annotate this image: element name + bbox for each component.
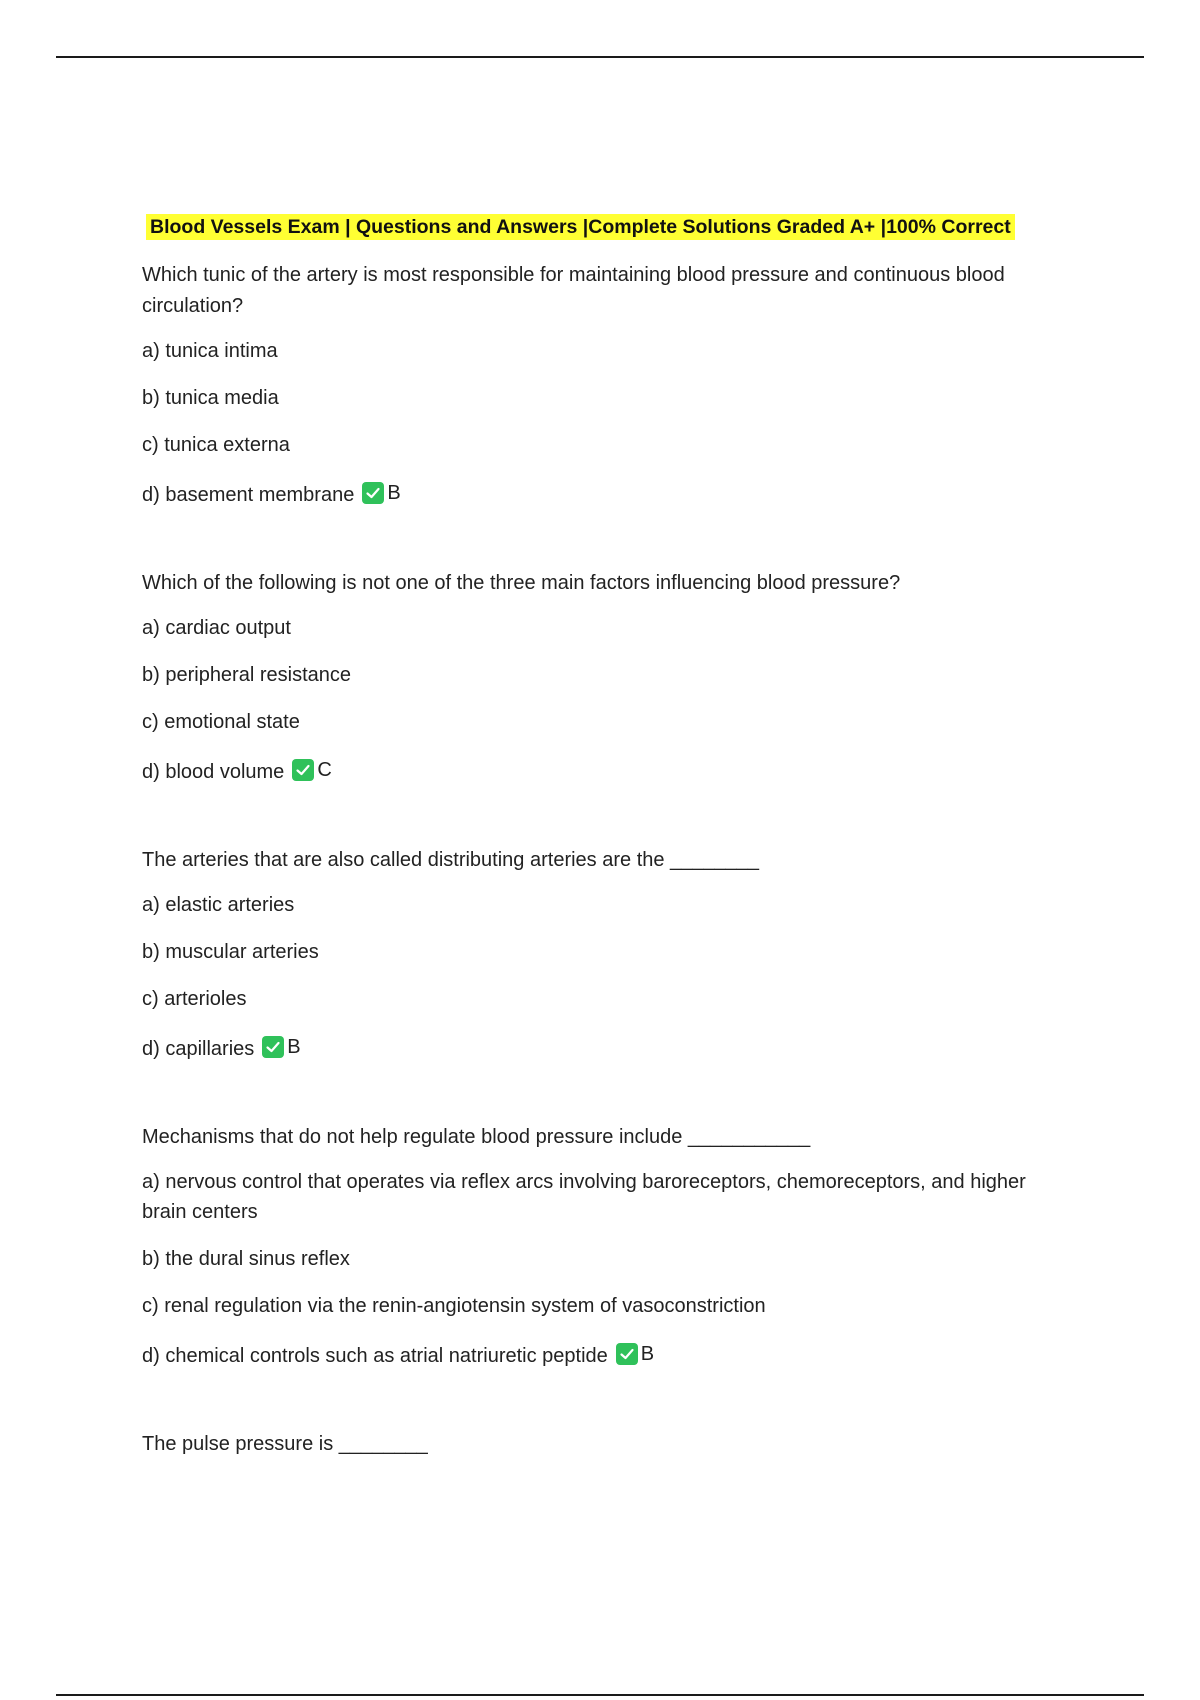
option-b: b) muscular arteries (142, 941, 319, 963)
option-c: c) arterioles (142, 988, 247, 1010)
option-a: a) elastic arteries (142, 894, 295, 916)
answer-letter: B (287, 1036, 301, 1058)
answer-letter: B (387, 482, 401, 504)
question-stem: Which of the following is not one of the three main factors influencing blood pressure? (142, 572, 901, 594)
bottom-rule (56, 1694, 1144, 1696)
option-d: d) chemical controls such as atrial natriuretic peptide (142, 1345, 608, 1367)
question-5 (142, 1429, 1062, 1460)
option-d: d) capillaries (142, 1038, 255, 1060)
question-1 (142, 260, 1062, 510)
question-3 (142, 845, 1062, 1064)
answer-key (362, 482, 400, 504)
option-a: a) nervous control that operates via reflex arcs involving baroreceptors, chemoreceptors, and higher brain centers (142, 1171, 1026, 1223)
answer-key (616, 1343, 654, 1365)
option-b: b) tunica media (142, 387, 279, 409)
option-d-with-answer (142, 480, 1062, 510)
question-2 (142, 568, 1062, 787)
document-body (142, 214, 1062, 1474)
question-stem: Mechanisms that do not help regulate blood pressure include ___________ (142, 1126, 811, 1148)
check-icon (362, 482, 384, 504)
check-icon (262, 1036, 284, 1058)
option-b: b) the dural sinus reflex (142, 1248, 350, 1270)
check-icon (292, 759, 314, 781)
question-stem: Which tunic of the artery is most responsible for maintaining blood pressure and continuous blood circulation? (142, 264, 1005, 317)
option-d-with-answer (142, 1034, 1062, 1064)
option-c: c) emotional state (142, 711, 300, 733)
option-a: a) cardiac output (142, 617, 291, 639)
option-d: d) blood volume (142, 761, 285, 783)
answer-letter: C (317, 759, 332, 781)
option-c: c) tunica externa (142, 434, 290, 456)
check-icon (616, 1343, 638, 1365)
answer-key (262, 1036, 300, 1058)
top-rule (56, 56, 1144, 58)
option-d-with-answer (142, 1341, 1062, 1371)
answer-key (292, 759, 331, 781)
question-stem: The arteries that are also called distributing arteries are the ________ (142, 849, 760, 871)
option-d: d) basement membrane (142, 484, 355, 506)
answer-letter: B (640, 1343, 655, 1365)
question-stem: The pulse pressure is ________ (142, 1433, 428, 1455)
question-4 (142, 1122, 1062, 1371)
option-d-with-answer (142, 757, 1062, 787)
option-b: b) peripheral resistance (142, 664, 351, 686)
document-title: Blood Vessels Exam | Questions and Answers |Complete Solutions Graded A+ |100% Correct (146, 214, 1015, 240)
option-a: a) tunica intima (142, 340, 278, 362)
option-c: c) renal regulation via the renin-angiotensin system of vasoconstriction (142, 1295, 766, 1317)
